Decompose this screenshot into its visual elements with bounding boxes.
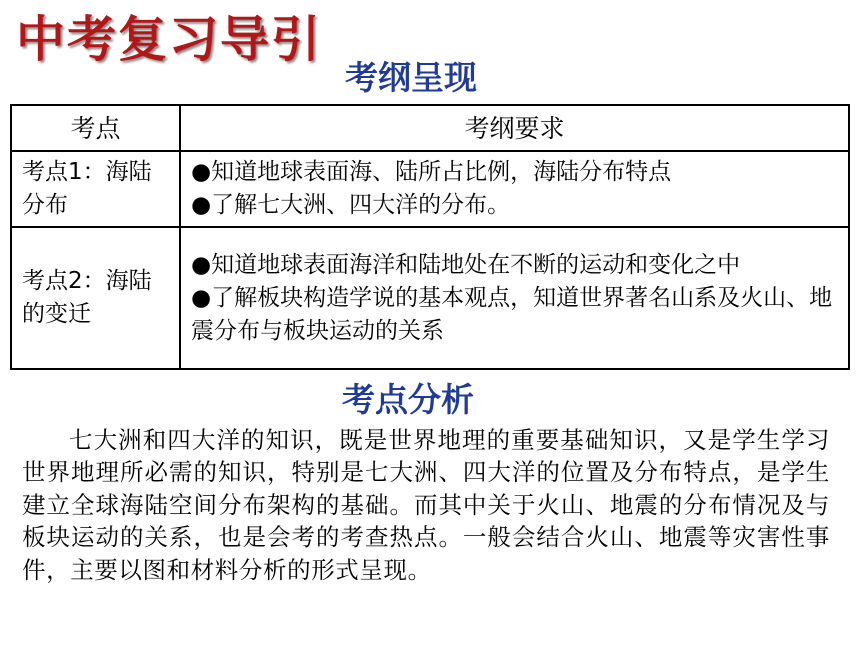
requirement-item: ●知道地球表面海洋和陆地处在不断的运动和变化之中 (191, 251, 741, 278)
column-header-point: 考点 (11, 105, 180, 151)
column-header-requirements: 考纲要求 (180, 105, 849, 151)
table-row (11, 227, 849, 369)
requirement-item: ●了解七大洲、四大洋的分布。 (191, 192, 511, 218)
requirements-cell (180, 227, 849, 369)
requirements-cell (180, 151, 849, 227)
page-title: 中考复习导引 (16, 11, 323, 68)
outline-table (10, 104, 850, 370)
analysis-paragraph: 七大洲和四大洋的知识，既是世界地理的重要基础知识，又是学生学习世界地理所必需的知识，特别是七大洲、四大洋的位置及分布特点，是学生建立全球海陆空间分布架构的基础。而其中关于火山、地震的分布情况及与板块运动的关系，也是会考的考查热点。一般会结合火山、地震等灾害性事件，主要以图和材料分析的形式呈现。 (22, 426, 830, 584)
outline-section-title: 考纲呈现 (345, 58, 477, 97)
analysis-section-title: 考点分析 (342, 380, 474, 419)
table-row (11, 151, 849, 227)
requirement-item: ●知道地球表面海、陆所占比例，海陆分布特点 (191, 159, 672, 185)
requirement-item: ●了解板块构造学说的基本观点，知道世界著名山系及火山、地震分布与板块运动的关系 (191, 284, 833, 344)
exam-point-cell: 考点1：海陆分布 (11, 151, 180, 227)
exam-point-cell: 考点2：海陆的变迁 (11, 227, 180, 369)
table-header-row (11, 105, 849, 151)
